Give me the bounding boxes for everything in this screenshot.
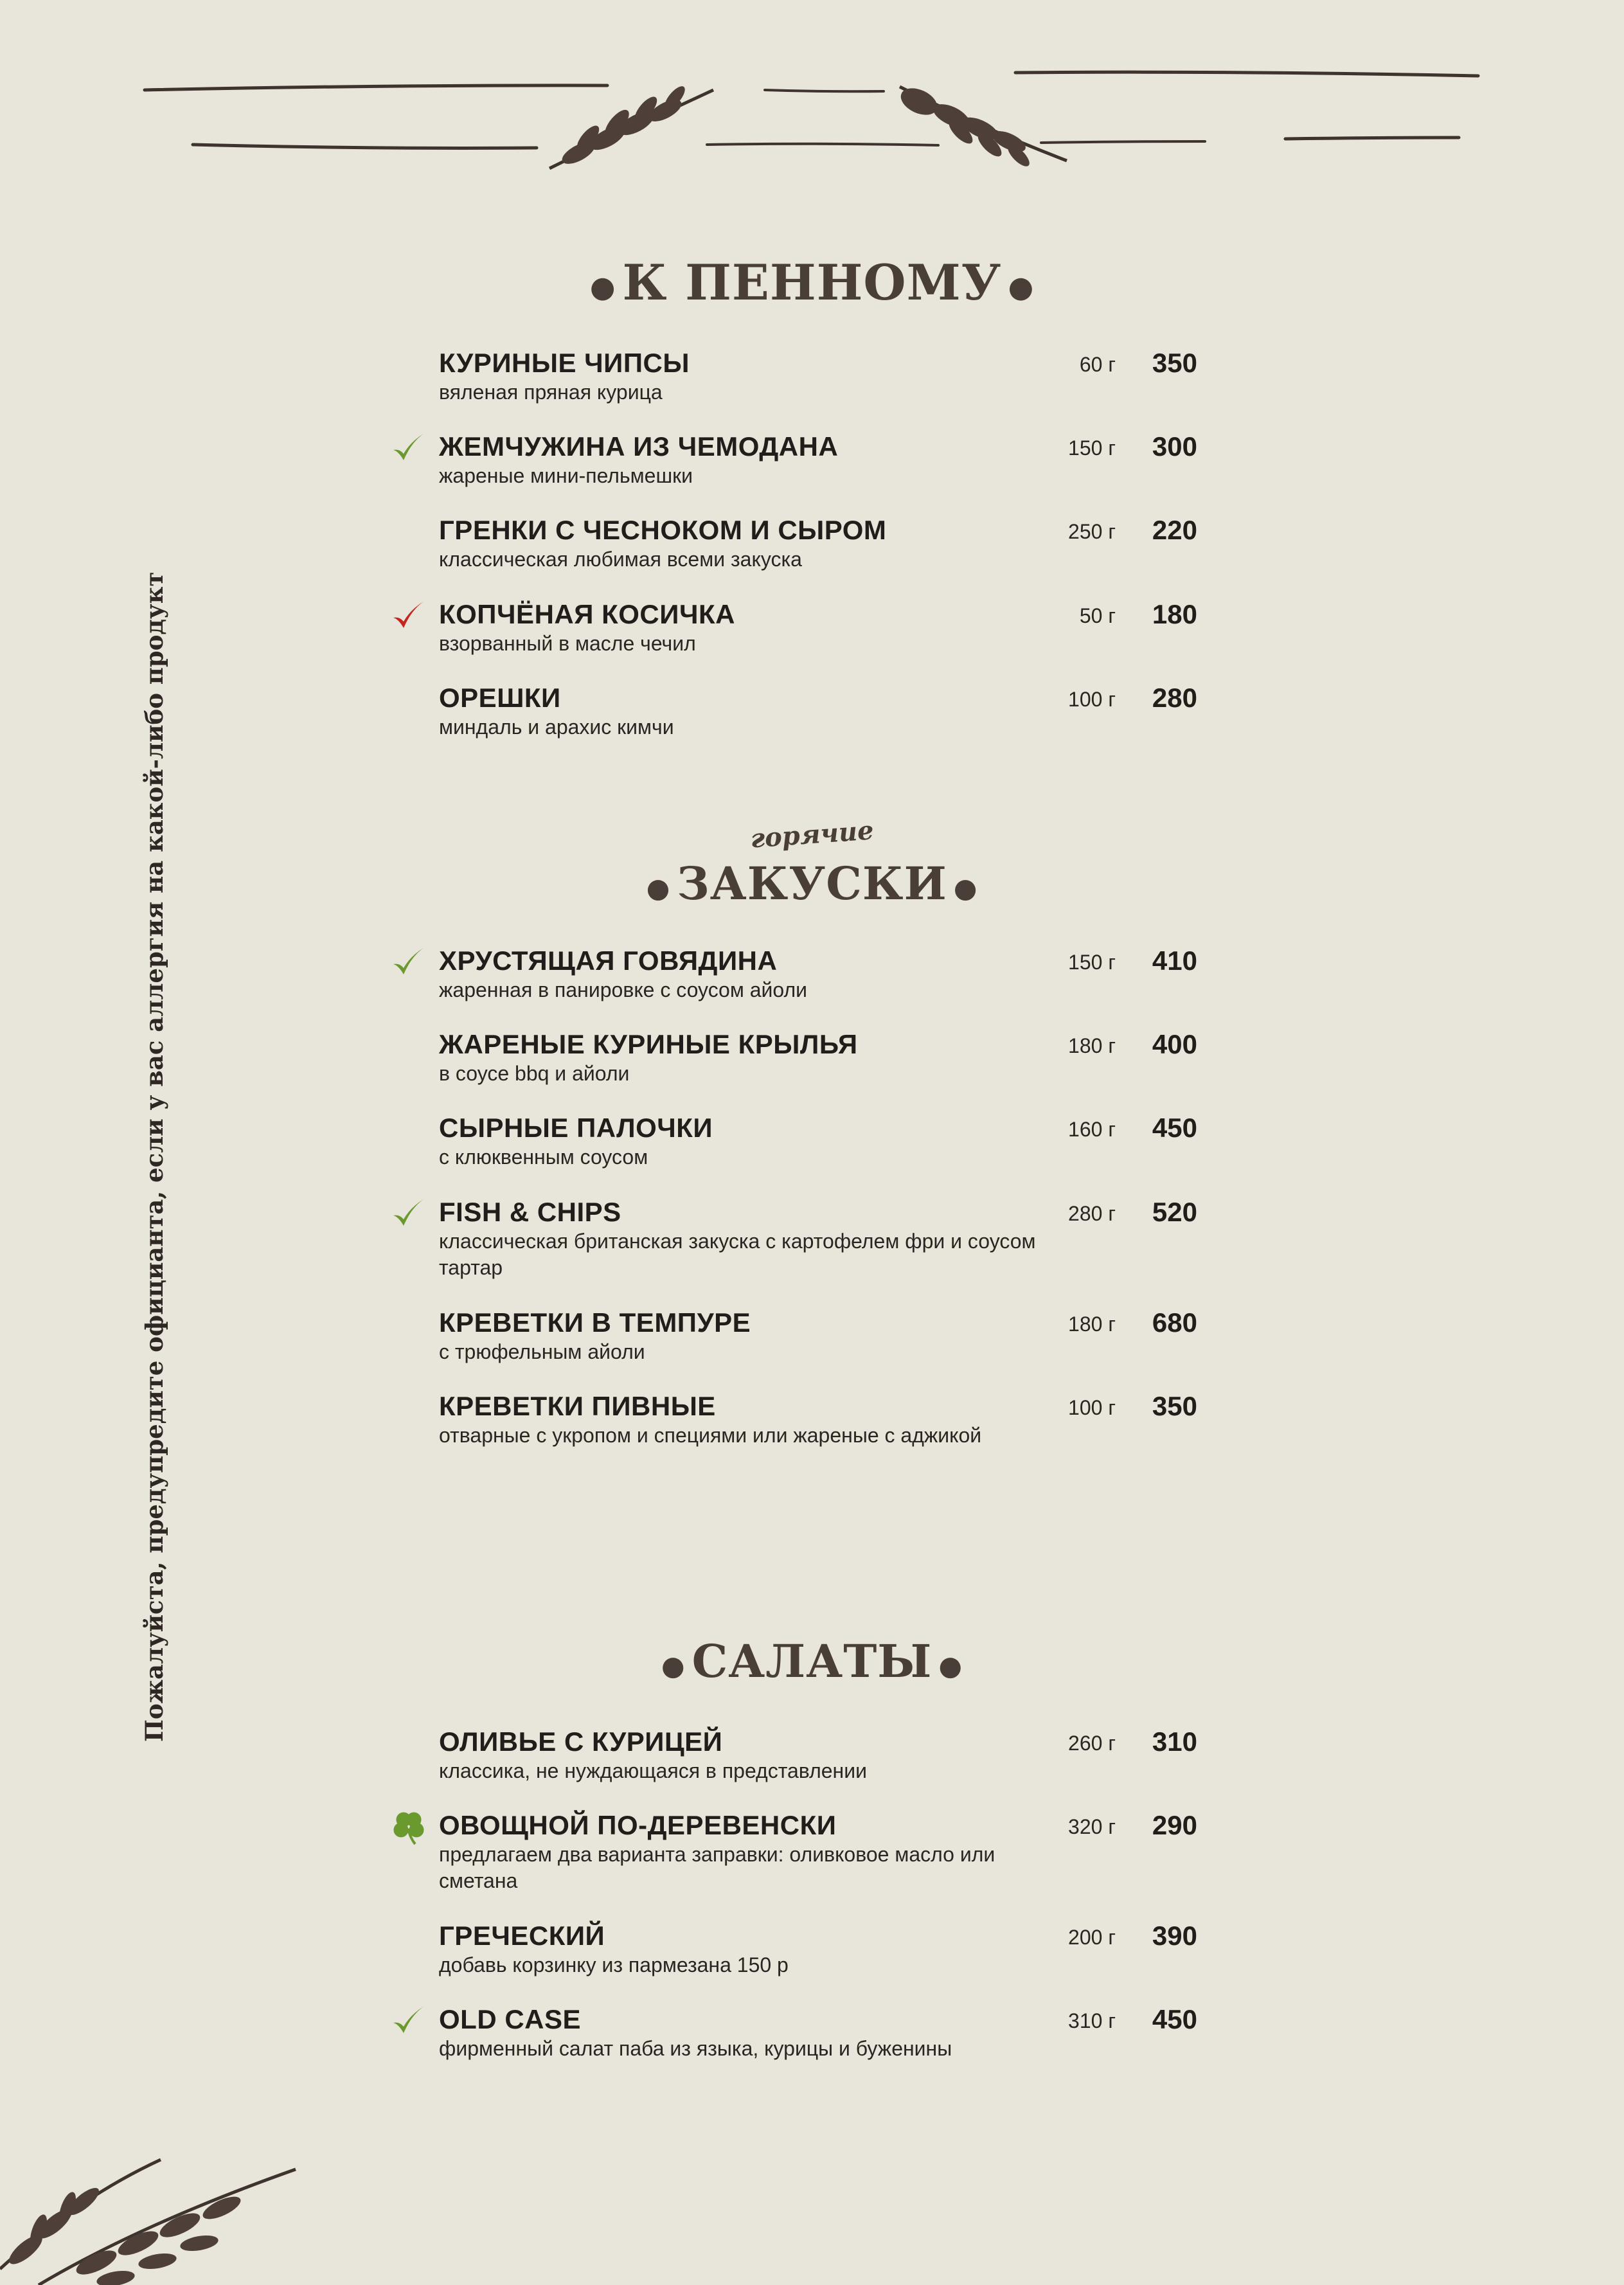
title-dot: ● [661,1649,686,1681]
item-weight: 150 г [1068,951,1116,974]
item-name: ЖАРЕНЫЕ КУРИНЫЕ КРЫЛЬЯ [439,1029,858,1059]
item-name: ГРЕЧЕСКИЙ [439,1921,605,1951]
item-price: 300 [1152,431,1197,461]
item-price: 180 [1152,599,1197,629]
menu-item [439,431,1197,489]
wheat-ear-left-icon [549,83,713,168]
item-weight: 320 г [1068,1815,1116,1838]
item-desc: жареные мини-пельмешки [439,464,693,487]
item-price: 220 [1152,515,1197,545]
item-price: 450 [1152,2004,1197,2034]
item-desc: миндаль и арахис кимчи [439,715,674,739]
section-title-text: К ПЕННОМУ [622,254,1002,311]
menu-item [439,1809,1197,1894]
green-check-icon [391,2003,427,2039]
item-weight: 180 г [1068,1313,1116,1336]
clover-icon [391,1809,427,1845]
item-price: 310 [1152,1726,1197,1757]
item-name: СЫРНЫЕ ПАЛОЧКИ [439,1113,713,1143]
menu-item [439,945,1197,1003]
menu-item [439,598,1197,657]
menu-item [439,2003,1197,2062]
green-check-icon [391,945,427,981]
title-dot: ● [953,872,978,904]
item-weight: 280 г [1068,1202,1116,1225]
item-name: КРЕВЕТКИ В ТЕМПУРЕ [439,1307,751,1338]
item-price: 280 [1152,683,1197,713]
section-title-k-pennomu [0,254,1624,311]
menu-item [439,1390,1197,1449]
item-weight: 260 г [1068,1732,1116,1755]
item-price: 290 [1152,1810,1197,1840]
footer-wheat-icon [0,2140,334,2285]
wheat-ear-right-icon [897,83,1067,170]
item-weight: 160 г [1068,1118,1116,1141]
item-name: ОВОЩНОЙ ПО-ДЕРЕВЕНСКИ [439,1810,837,1840]
menu-item [439,1307,1197,1365]
item-name: ОРЕШКИ [439,683,561,713]
item-price: 410 [1152,945,1197,976]
allergy-note: Пожалуйста, предупредите официанта, если у вас аллергия на какой-либо продукт [140,571,168,1742]
item-desc: вяленая пряная курица [439,381,663,404]
item-name: OLD CASE [439,2004,582,2034]
item-name: ЖЕМЧУЖИНА ИЗ ЧЕМОДАНА [439,431,839,461]
section-title-zakuski [0,857,1624,910]
item-desc: с трюфельным айоли [439,1340,645,1363]
title-dot: ● [589,269,616,304]
item-desc: взорванный в масле чечил [439,632,696,655]
menu-item [439,1920,1197,1978]
menu-item [439,1028,1197,1087]
section-subtitle-goryachie: горячие [749,815,875,854]
item-desc: классика, не нуждающаяся в представлении [439,1759,867,1782]
item-price: 350 [1152,348,1197,378]
green-check-icon [391,431,427,467]
menu-item [439,682,1197,740]
item-desc: добавь корзинку из пармезана 150 р [439,1953,789,1976]
title-dot: ● [938,1649,963,1681]
title-dot: ● [646,872,671,904]
item-desc: с клюквенным соусом [439,1145,648,1169]
item-price: 450 [1152,1113,1197,1143]
item-weight: 60 г [1079,353,1116,376]
item-desc: фирменный салат паба из языка, курицы и буженины [439,2037,952,2060]
item-name: ГРЕНКИ С ЧЕСНОКОМ И СЫРОМ [439,515,887,545]
item-desc: классическая любимая всеми закуска [439,548,802,571]
item-desc: жаренная в панировке с соусом айоли [439,978,808,1001]
item-price: 680 [1152,1307,1197,1338]
menu-item [439,1196,1197,1281]
item-desc: предлагаем два варианта заправки: оливковое масло или сметана [439,1843,995,1892]
header-wheat-decoration [0,0,1624,193]
menu-item [439,1726,1197,1784]
item-price: 390 [1152,1921,1197,1951]
item-price: 350 [1152,1391,1197,1421]
menu-item [439,1112,1197,1170]
item-desc: отварные с укропом и специями или жареные с аджикой [439,1424,982,1447]
section-title-text: ЗАКУСКИ [677,857,947,910]
menu-item [439,347,1197,406]
item-weight: 100 г [1068,1396,1116,1419]
item-weight: 180 г [1068,1034,1116,1057]
item-price: 400 [1152,1029,1197,1059]
item-name: КУРИНЫЕ ЧИПСЫ [439,348,690,378]
item-name: FISH & CHIPS [439,1197,621,1227]
red-check-icon [391,598,427,634]
item-weight: 150 г [1068,436,1116,460]
item-price: 520 [1152,1197,1197,1227]
item-desc: в соусе bbq и айоли [439,1062,630,1085]
item-name: КРЕВЕТКИ ПИВНЫЕ [439,1391,716,1421]
item-weight: 100 г [1068,688,1116,711]
item-desc: классическая британская закуска с картофелем фри и соусом тартар [439,1230,1036,1279]
item-name: КОПЧЁНАЯ КОСИЧКА [439,599,735,629]
menu-item [439,514,1197,573]
item-weight: 50 г [1079,604,1116,627]
green-check-icon [391,1196,427,1232]
item-weight: 310 г [1068,2009,1116,2032]
item-name: ОЛИВЬЕ С КУРИЦЕЙ [439,1726,723,1757]
section-title-salaty [0,1635,1624,1688]
item-weight: 250 г [1068,520,1116,543]
item-name: ХРУСТЯЩАЯ ГОВЯДИНА [439,945,778,976]
title-dot: ● [1008,269,1035,304]
item-weight: 200 г [1068,1926,1116,1949]
section-title-text: САЛАТЫ [692,1635,932,1688]
